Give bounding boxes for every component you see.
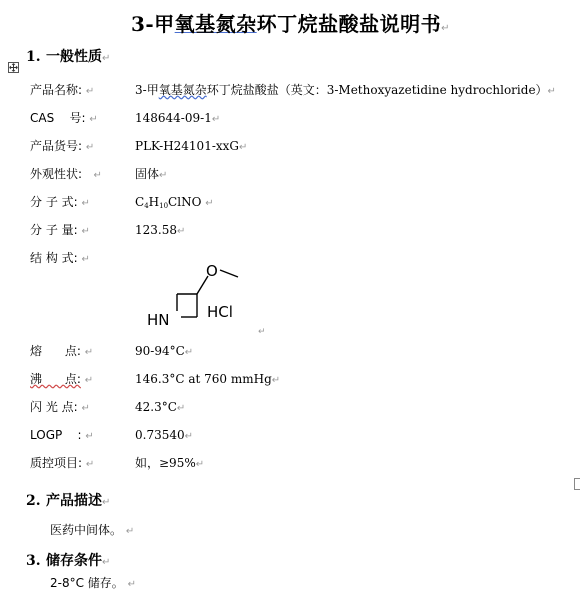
property-label: 产品货号: ↵	[30, 139, 95, 153]
title-prefix: 3-甲	[130, 12, 175, 36]
oxygen-atom-label: O	[206, 262, 218, 280]
section-title: 储存条件	[46, 553, 102, 569]
property-value: 如，≥95%↵	[135, 456, 205, 470]
property-value: 固体↵	[135, 167, 168, 181]
section-number: 3.	[26, 553, 41, 569]
table-move-handle-icon[interactable]	[8, 62, 19, 73]
property-label: 外观性状: ↵	[30, 167, 102, 181]
section-heading-description	[26, 490, 110, 510]
property-value: 90-94°C↵	[135, 344, 194, 358]
property-label: 分 子 式: ↵	[30, 195, 90, 209]
property-value: 148644-09-1↵	[135, 111, 221, 125]
property-label: 产品名称: ↵	[30, 83, 95, 97]
document-title	[0, 8, 581, 37]
nh-label: HN	[147, 311, 170, 329]
property-label: 分 子 量: ↵	[30, 223, 90, 237]
property-label: CAS 号: ↵	[30, 111, 98, 125]
property-value: 123.58↵	[135, 223, 186, 237]
property-label: LOGP : ↵	[30, 428, 94, 442]
property-label: 沸 点: ↵	[30, 372, 94, 386]
title-underlined: 氧基氮杂	[174, 12, 257, 36]
section-title: 产品描述	[46, 493, 102, 509]
property-value: 146.3°C at 760 mmHg↵	[135, 372, 281, 386]
section-title: 一般性质	[46, 49, 102, 65]
paragraph-mark: ↵	[441, 23, 451, 34]
paragraph-mark: ↵	[102, 53, 111, 64]
property-label: 闪 光 点: ↵	[30, 400, 90, 414]
property-value: 3-甲氧基氮杂环丁烷盐酸盐（英文：3-Methoxyazetidine hydrochloride）↵	[135, 83, 556, 97]
paragraph-mark: ↵	[102, 497, 111, 508]
property-value: PLK-H24101-xxG↵	[135, 139, 248, 153]
molecular-formula: $C_4H_{10}ClNO$ ↵	[135, 195, 214, 210]
storage-text: 2-8°C 储存。 ↵	[50, 576, 137, 590]
section-number: 2.	[26, 493, 41, 509]
hcl-label: HCl	[207, 303, 233, 321]
section-heading-storage	[26, 550, 110, 570]
property-value: 0.73540↵	[135, 428, 194, 442]
section-heading-general	[26, 46, 110, 66]
description-text: 医药中间体。 ↵	[50, 523, 135, 537]
property-label: 结 构 式: ↵	[30, 251, 90, 265]
property-label: 熔 点: ↵	[30, 344, 94, 358]
property-value: 42.3°C↵	[135, 400, 186, 414]
margin-bracket	[574, 478, 580, 490]
section-number: 1.	[26, 49, 41, 65]
title-suffix: 环丁烷盐酸盐说明书	[256, 12, 442, 36]
paragraph-mark: ↵	[258, 327, 266, 336]
property-label: 质控项目: ↵	[30, 456, 95, 470]
paragraph-mark: ↵	[102, 557, 111, 568]
structure-diagram	[140, 262, 270, 336]
